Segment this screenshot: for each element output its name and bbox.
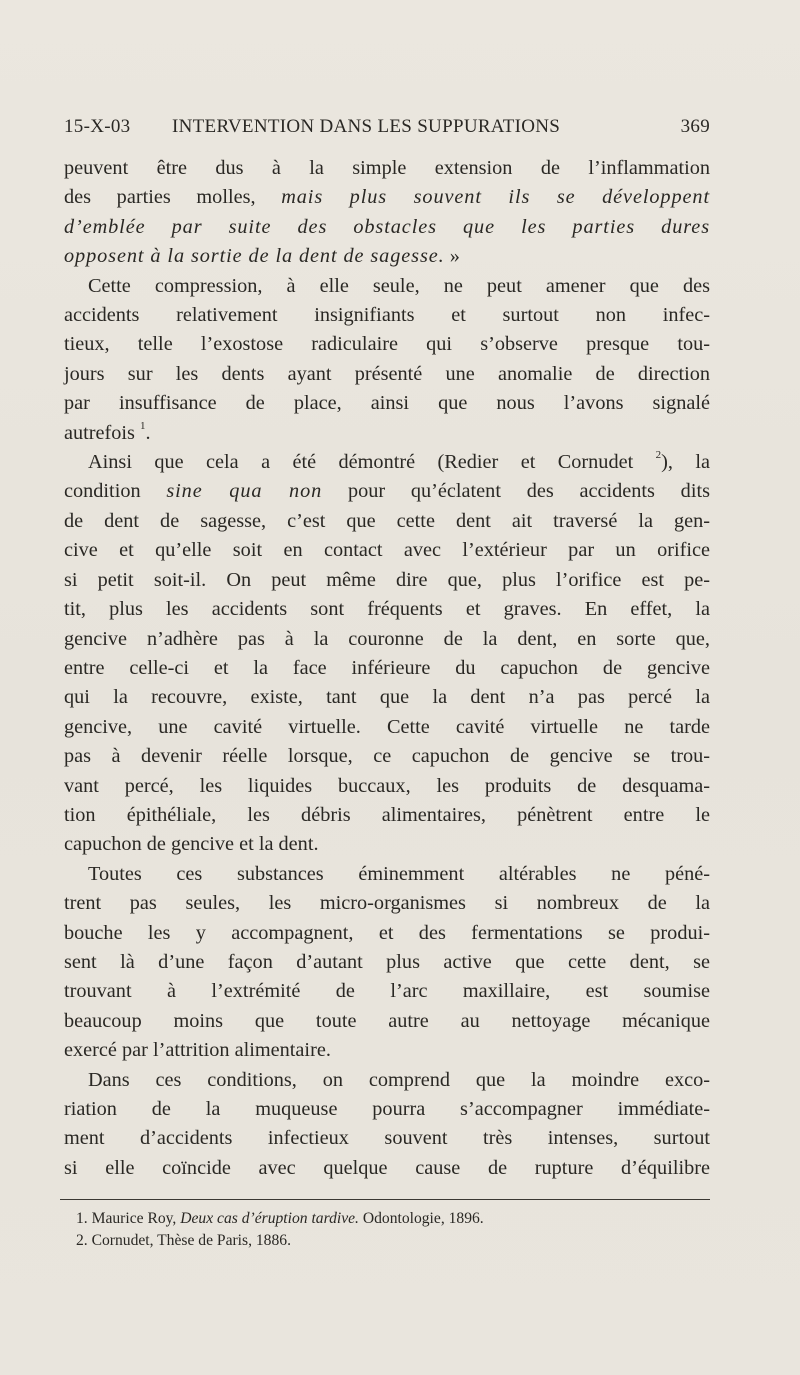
page-number: 369 bbox=[680, 116, 710, 137]
text-line: Toutes ces substances éminemment altérables ne péné- bbox=[88, 862, 710, 885]
text-line: beaucoup moins que toute autre au nettoyage mécanique bbox=[64, 1009, 710, 1032]
text-line: cive et qu’elle soit en contact avec l’extérieur par un orifice bbox=[64, 539, 710, 562]
text-line: bouche les y accompagnent, et des fermentations se produi- bbox=[64, 921, 710, 944]
text-line: par insuffisance de place, ainsi que nous l’avons signalé bbox=[64, 392, 710, 415]
text-line: gencive n’adhère pas à la couronne de la dent, en sorte que, bbox=[64, 627, 710, 650]
text-line: gencive, une cavité virtuelle. Cette cavité virtuelle ne tarde bbox=[64, 715, 710, 738]
text-line: des parties molles, mais plus souvent ils se développent bbox=[64, 186, 710, 209]
text-line: entre celle-ci et la face inférieure du capuchon de gencive bbox=[64, 656, 710, 679]
text-line: opposent à la sortie de la dent de sagesse. » bbox=[64, 245, 460, 268]
footnotes bbox=[76, 1208, 706, 1252]
text-line: autrefois $^1$. bbox=[64, 419, 151, 444]
text-line: Dans ces conditions, on comprend que la moindre exco- bbox=[88, 1068, 710, 1091]
text-line: trent pas seules, les micro-organismes si nombreux de la bbox=[64, 892, 710, 915]
text-line: capuchon de gencive et la dent. bbox=[64, 833, 319, 856]
text-line: condition sine qua non pour qu’éclatent des accidents dits bbox=[64, 480, 710, 503]
text-line: sent là d’une façon d’autant plus active que cette dent, se bbox=[64, 950, 710, 973]
body-text bbox=[64, 154, 710, 1183]
footnote-divider bbox=[60, 1199, 710, 1200]
italic-quote: d’emblée par suite des obstacles que les parties dures bbox=[64, 215, 710, 238]
running-title: INTERVENTION DANS LES SUPPURATIONS bbox=[172, 116, 561, 137]
italic-quote: opposent à la sortie de la dent de sagesse. bbox=[64, 245, 445, 268]
text-line: vant percé, les liquides buccaux, les produits de desquama- bbox=[64, 774, 710, 797]
text-line: Ainsi que cela a été démontré (Redier et Cornudet $^2$), la bbox=[88, 449, 710, 474]
text-line: peuvent être dus à la simple extension de l’inflammation bbox=[64, 157, 710, 179]
text-line: riation de la muqueuse pourra s’accompagner immédiate- bbox=[64, 1098, 710, 1120]
date-folio: 15-X-03 bbox=[64, 116, 131, 137]
text-line: qui la recouvre, existe, tant que la dent n’a pas percé la bbox=[64, 686, 710, 709]
running-header bbox=[64, 116, 710, 146]
text-line: exercé par l’attrition alimentaire. bbox=[64, 1039, 331, 1062]
text-line: tion épithéliale, les débris alimentaires, pénètrent entre le bbox=[64, 803, 710, 826]
text-line: trouvant à l’extrémité de l’arc maxillaire, est soumise bbox=[64, 980, 710, 1003]
footnote-1: 1. Maurice Roy, Deux cas d’éruption tardive. Odontologie, 1896. bbox=[76, 1210, 484, 1227]
italic-phrase: sine qua non bbox=[166, 480, 323, 503]
text-line: pas à devenir réelle lorsque, ce capuchon de gencive se trou- bbox=[64, 745, 710, 768]
footnote-ref-1: 1 bbox=[140, 419, 146, 432]
text-line: jours sur les dents ayant présenté une anomalie de direction bbox=[64, 362, 710, 385]
text-line: ment d’accidents infectieux souvent très intenses, surtout bbox=[64, 1127, 710, 1150]
text-line: si petit soit-il. On peut même dire que, plus l’orifice est pe- bbox=[64, 568, 710, 591]
text-line: tieux, telle l’exostose radiculaire qui s’observe presque tou- bbox=[64, 333, 710, 356]
italic-quote: mais plus souvent ils se développent bbox=[281, 186, 710, 209]
text-line: accidents relativement insignifiants et surtout non infec- bbox=[64, 304, 710, 327]
text-line bbox=[64, 213, 710, 242]
text-line: Cette compression, à elle seule, ne peut amener que des bbox=[88, 274, 710, 297]
text-line: de dent de sagesse, c’est que cette dent ait traversé la gen- bbox=[64, 509, 710, 532]
footnote-2: 2. Cornudet, Thèse de Paris, 1886. bbox=[76, 1232, 291, 1249]
text-line: tit, plus les accidents sont fréquents et graves. En effet, la bbox=[64, 598, 710, 621]
footnote-ref-2: 2 bbox=[655, 449, 662, 462]
text-line: si elle coïncide avec quelque cause de rupture d’équilibre bbox=[64, 1156, 710, 1179]
